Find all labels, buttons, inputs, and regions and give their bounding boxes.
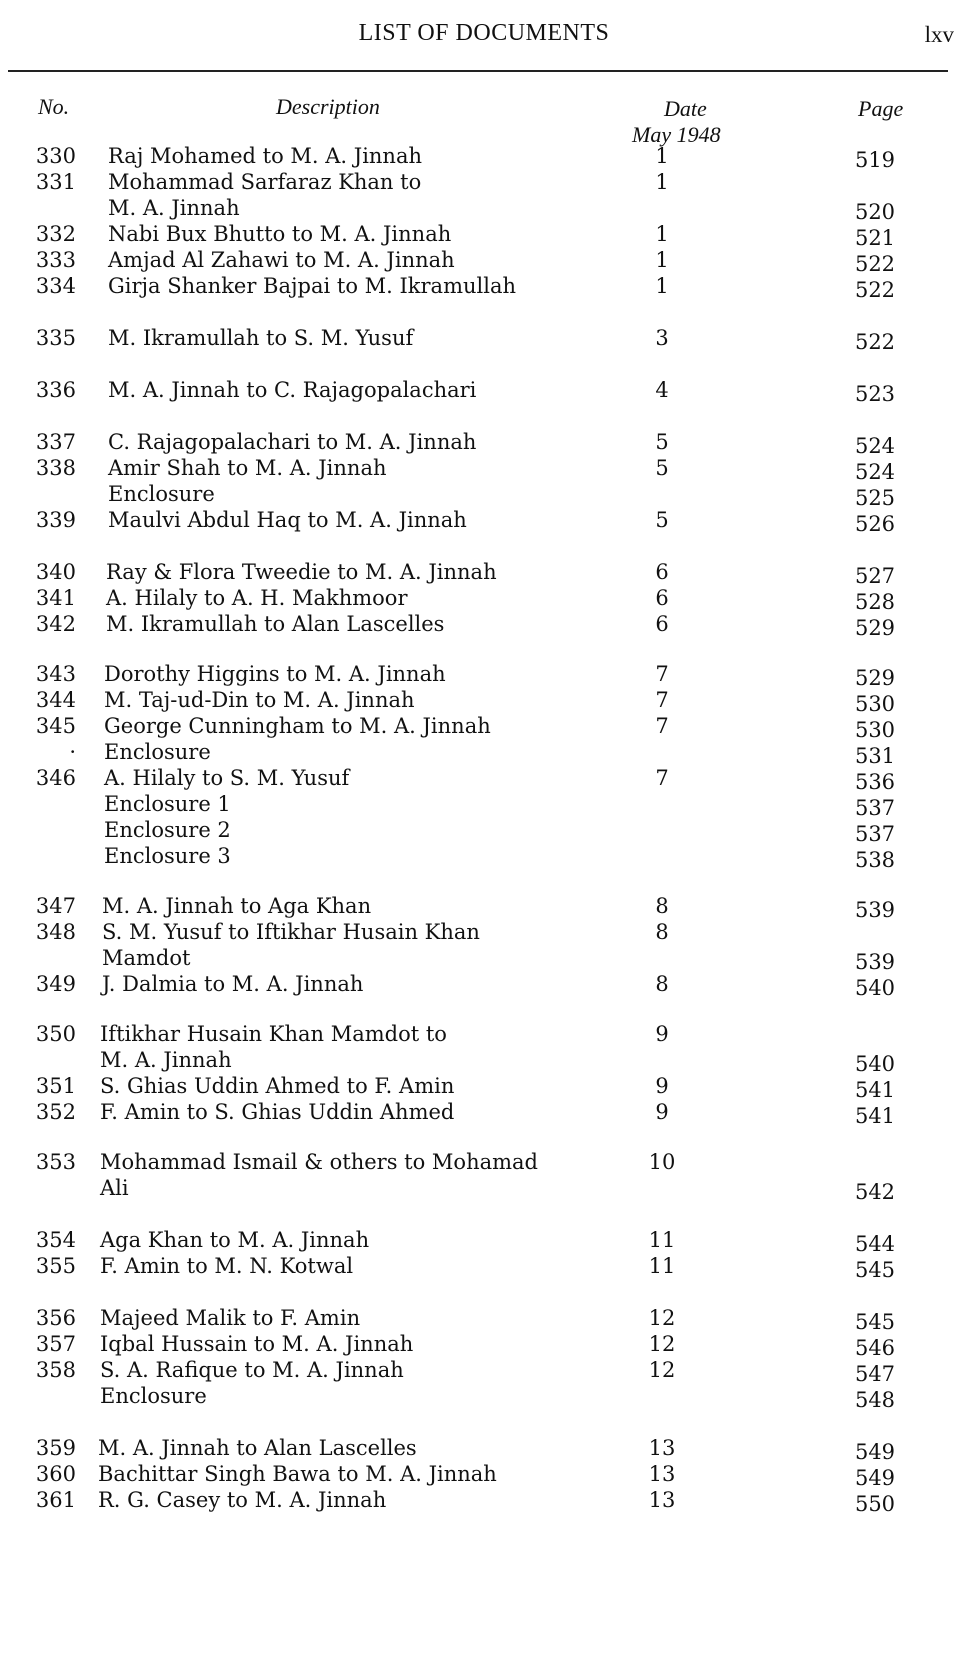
document-date: 4 <box>655 378 669 402</box>
document-description: M. Taj-ud-Din to M. A. Jinnah <box>104 688 415 712</box>
document-date: 3 <box>655 326 669 350</box>
table-row <box>0 1022 968 1049</box>
table-row <box>0 920 968 947</box>
table-row <box>0 844 968 871</box>
document-page: 549 <box>854 1440 896 1464</box>
document-description: Mamdot <box>102 946 191 970</box>
document-date: 6 <box>655 560 669 584</box>
document-page: 537 <box>854 822 896 846</box>
document-page: 531 <box>854 744 896 768</box>
document-page: 545 <box>854 1258 896 1282</box>
document-page: 524 <box>854 460 896 484</box>
document-page: 529 <box>854 616 896 640</box>
document-description: M. A. Jinnah <box>100 1048 232 1072</box>
document-number: 345 <box>35 714 76 738</box>
document-date: 1 <box>655 144 669 168</box>
document-date: 5 <box>655 456 669 480</box>
document-number: 330 <box>35 144 76 168</box>
document-date: 9 <box>655 1074 669 1098</box>
document-description: Majeed Malik to F. Amin <box>100 1306 361 1330</box>
document-page: 549 <box>854 1466 896 1490</box>
document-description: Amjad Al Zahawi to M. A. Jinnah <box>108 248 455 272</box>
document-number: 333 <box>35 248 76 272</box>
document-number: 336 <box>35 378 76 402</box>
document-description: M. A. Jinnah to Alan Lascelles <box>98 1436 417 1460</box>
document-number: 357 <box>35 1332 76 1356</box>
table-row <box>0 1332 968 1359</box>
table-row <box>0 946 968 973</box>
document-description: Enclosure <box>104 740 211 764</box>
document-page: 522 <box>854 330 896 354</box>
document-date: 7 <box>655 766 669 790</box>
table-row <box>0 274 968 301</box>
table-row <box>0 688 968 715</box>
document-number: 332 <box>35 222 76 246</box>
document-number: 349 <box>35 972 76 996</box>
document-date: 6 <box>655 612 669 636</box>
document-date: 12 <box>648 1306 676 1330</box>
document-number: 359 <box>35 1436 76 1460</box>
document-date: 5 <box>655 508 669 532</box>
document-number: 348 <box>35 920 76 944</box>
document-number: 341 <box>35 586 76 610</box>
document-page: 520 <box>854 200 896 224</box>
table-row <box>0 170 968 197</box>
document-page: 538 <box>854 848 896 872</box>
column-header-no: No. <box>38 94 70 119</box>
document-page: 541 <box>854 1078 896 1102</box>
document-page: 540 <box>854 1052 896 1076</box>
document-description: Ray & Flora Tweedie to M. A. Jinnah <box>106 560 497 584</box>
document-description: Enclosure 3 <box>104 844 231 868</box>
document-date: 6 <box>655 586 669 610</box>
document-date: 13 <box>648 1436 676 1460</box>
document-date: 1 <box>655 274 669 298</box>
table-row <box>0 144 968 171</box>
document-page: 539 <box>854 950 896 974</box>
document-description: Bachittar Singh Bawa to M. A. Jinnah <box>98 1462 497 1486</box>
document-number: 360 <box>35 1462 76 1486</box>
document-description: Girja Shanker Bajpai to M. Ikramullah <box>108 274 516 298</box>
document-date: 1 <box>655 248 669 272</box>
document-page: 539 <box>854 898 896 922</box>
document-number: 361 <box>35 1488 76 1512</box>
document-page: 546 <box>854 1336 896 1360</box>
table-row <box>0 326 968 353</box>
document-number: 353 <box>35 1150 76 1174</box>
document-date: 8 <box>655 894 669 918</box>
document-number: 358 <box>35 1358 76 1382</box>
table-row <box>0 740 968 767</box>
document-number: 339 <box>35 508 76 532</box>
document-page: 525 <box>854 486 896 510</box>
page-number: lxv <box>924 22 954 47</box>
document-description: Amir Shah to M. A. Jinnah <box>108 456 387 480</box>
document-page: 527 <box>854 564 896 588</box>
table-row <box>0 196 968 223</box>
document-number: 331 <box>35 170 76 194</box>
document-page: 541 <box>854 1104 896 1128</box>
document-number: 343 <box>35 662 76 686</box>
table-row <box>0 1150 968 1177</box>
document-number: 334 <box>35 274 76 298</box>
table-row <box>0 1488 968 1515</box>
document-number: 335 <box>35 326 76 350</box>
table-row <box>0 482 968 509</box>
table-row <box>0 612 968 639</box>
document-number: · <box>69 740 76 764</box>
document-number: 356 <box>35 1306 76 1330</box>
table-row <box>0 248 968 275</box>
document-description: A. Hilaly to A. H. Makhmoor <box>106 586 408 610</box>
page-title: LIST OF DOCUMENTS <box>358 20 610 46</box>
table-row <box>0 1462 968 1489</box>
document-description: Mohammad Ismail & others to Mohamad <box>100 1150 538 1174</box>
document-date: 10 <box>648 1150 676 1174</box>
document-description: M. A. Jinnah to C. Rajagopalachari <box>108 378 477 402</box>
table-row <box>0 1254 968 1281</box>
document-page: 550 <box>854 1492 896 1516</box>
document-date: 1 <box>655 170 669 194</box>
document-description: R. G. Casey to M. A. Jinnah <box>98 1488 387 1512</box>
document-description: S. Ghias Uddin Ahmed to F. Amin <box>100 1074 455 1098</box>
document-description: J. Dalmia to M. A. Jinnah <box>102 972 364 996</box>
document-date: 8 <box>655 972 669 996</box>
document-description: M. A. Jinnah <box>108 196 240 220</box>
table-row <box>0 1384 968 1411</box>
table-row <box>0 766 968 793</box>
document-description: Enclosure 1 <box>104 792 231 816</box>
document-description: Nabi Bux Bhutto to M. A. Jinnah <box>108 222 452 246</box>
document-page: 545 <box>854 1310 896 1334</box>
table-row <box>0 1306 968 1333</box>
document-description: M. Ikramullah to S. M. Yusuf <box>108 326 414 350</box>
column-header-description: Description <box>276 94 380 119</box>
document-description: S. A. Rafique to M. A. Jinnah <box>100 1358 404 1382</box>
document-description: S. M. Yusuf to Iftikhar Husain Khan <box>102 920 480 944</box>
document-number: 350 <box>35 1022 76 1046</box>
table-row <box>0 792 968 819</box>
document-date: 11 <box>648 1254 676 1278</box>
document-number: 342 <box>35 612 76 636</box>
document-page: 540 <box>854 976 896 1000</box>
document-date: 13 <box>648 1462 676 1486</box>
document-number: 346 <box>35 766 76 790</box>
document-page: 530 <box>854 692 896 716</box>
document-description: A. Hilaly to S. M. Yusuf <box>104 766 350 790</box>
document-page: 519 <box>854 148 896 172</box>
document-page: 521 <box>854 226 896 250</box>
document-description: Aga Khan to M. A. Jinnah <box>100 1228 370 1252</box>
document-description: M. Ikramullah to Alan Lascelles <box>106 612 445 636</box>
document-date: 13 <box>648 1488 676 1512</box>
table-row <box>0 1048 968 1075</box>
column-header-page: Page <box>858 96 904 121</box>
table-row <box>0 430 968 457</box>
document-description: C. Rajagopalachari to M. A. Jinnah <box>108 430 477 454</box>
document-page: 547 <box>854 1362 896 1386</box>
document-description: Raj Mohamed to M. A. Jinnah <box>108 144 423 168</box>
document-description: Enclosure <box>108 482 215 506</box>
document-description: Enclosure 2 <box>104 818 231 842</box>
document-description: Mohammad Sarfaraz Khan to <box>108 170 422 194</box>
table-row <box>0 818 968 845</box>
table-row <box>0 222 968 249</box>
document-date: 1 <box>655 222 669 246</box>
document-description: George Cunningham to M. A. Jinnah <box>104 714 491 738</box>
document-date: 5 <box>655 430 669 454</box>
document-description: Dorothy Higgins to M. A. Jinnah <box>104 662 446 686</box>
document-date: 7 <box>655 662 669 686</box>
document-number: 354 <box>35 1228 76 1252</box>
document-number: 337 <box>35 430 76 454</box>
document-page: 522 <box>854 278 896 302</box>
document-page: 524 <box>854 434 896 458</box>
document-description: F. Amin to S. Ghias Uddin Ahmed <box>100 1100 455 1124</box>
table-row <box>0 1100 968 1127</box>
document-page: 548 <box>854 1388 896 1412</box>
table-row <box>0 586 968 613</box>
table-row <box>0 1228 968 1255</box>
document-date: 9 <box>655 1100 669 1124</box>
table-row <box>0 378 968 405</box>
document-date: 12 <box>648 1358 676 1382</box>
table-row <box>0 456 968 483</box>
column-header-month: May 1948 <box>632 122 721 147</box>
document-date: 12 <box>648 1332 676 1356</box>
table-row <box>0 1176 968 1203</box>
document-number: 355 <box>35 1254 76 1278</box>
document-date: 7 <box>655 688 669 712</box>
document-number: 338 <box>35 456 76 480</box>
document-description: M. A. Jinnah to Aga Khan <box>102 894 372 918</box>
column-header-date: Date <box>664 96 707 121</box>
table-row <box>0 1358 968 1385</box>
table-row <box>0 714 968 741</box>
document-description: Enclosure <box>100 1384 207 1408</box>
document-date: 11 <box>648 1228 676 1252</box>
document-description: Ali <box>100 1176 129 1200</box>
document-description: Maulvi Abdul Haq to M. A. Jinnah <box>108 508 467 532</box>
document-page: 536 <box>854 770 896 794</box>
document-date: 7 <box>655 714 669 738</box>
document-page: 526 <box>854 512 896 536</box>
table-row <box>0 1436 968 1463</box>
table-row <box>0 560 968 587</box>
document-page: 530 <box>854 718 896 742</box>
table-row <box>0 662 968 689</box>
document-page: 542 <box>854 1180 896 1204</box>
document-page: 544 <box>854 1232 896 1256</box>
document-number: 340 <box>35 560 76 584</box>
document-number: 347 <box>35 894 76 918</box>
table-row <box>0 508 968 535</box>
document-page: 528 <box>854 590 896 614</box>
document-page: 529 <box>854 666 896 690</box>
table-row <box>0 894 968 921</box>
document-description: Iqbal Hussain to M. A. Jinnah <box>100 1332 414 1356</box>
table-row <box>0 972 968 999</box>
document-date: 9 <box>655 1022 669 1046</box>
document-description: F. Amin to M. N. Kotwal <box>100 1254 354 1278</box>
document-page: 537 <box>854 796 896 820</box>
document-description: Iftikhar Husain Khan Mamdot to <box>100 1022 447 1046</box>
table-row <box>0 1074 968 1101</box>
document-number: 344 <box>35 688 76 712</box>
document-page: 522 <box>854 252 896 276</box>
document-date: 8 <box>655 920 669 944</box>
document-number: 351 <box>35 1074 76 1098</box>
document-page: 523 <box>854 382 896 406</box>
document-number: 352 <box>35 1100 76 1124</box>
